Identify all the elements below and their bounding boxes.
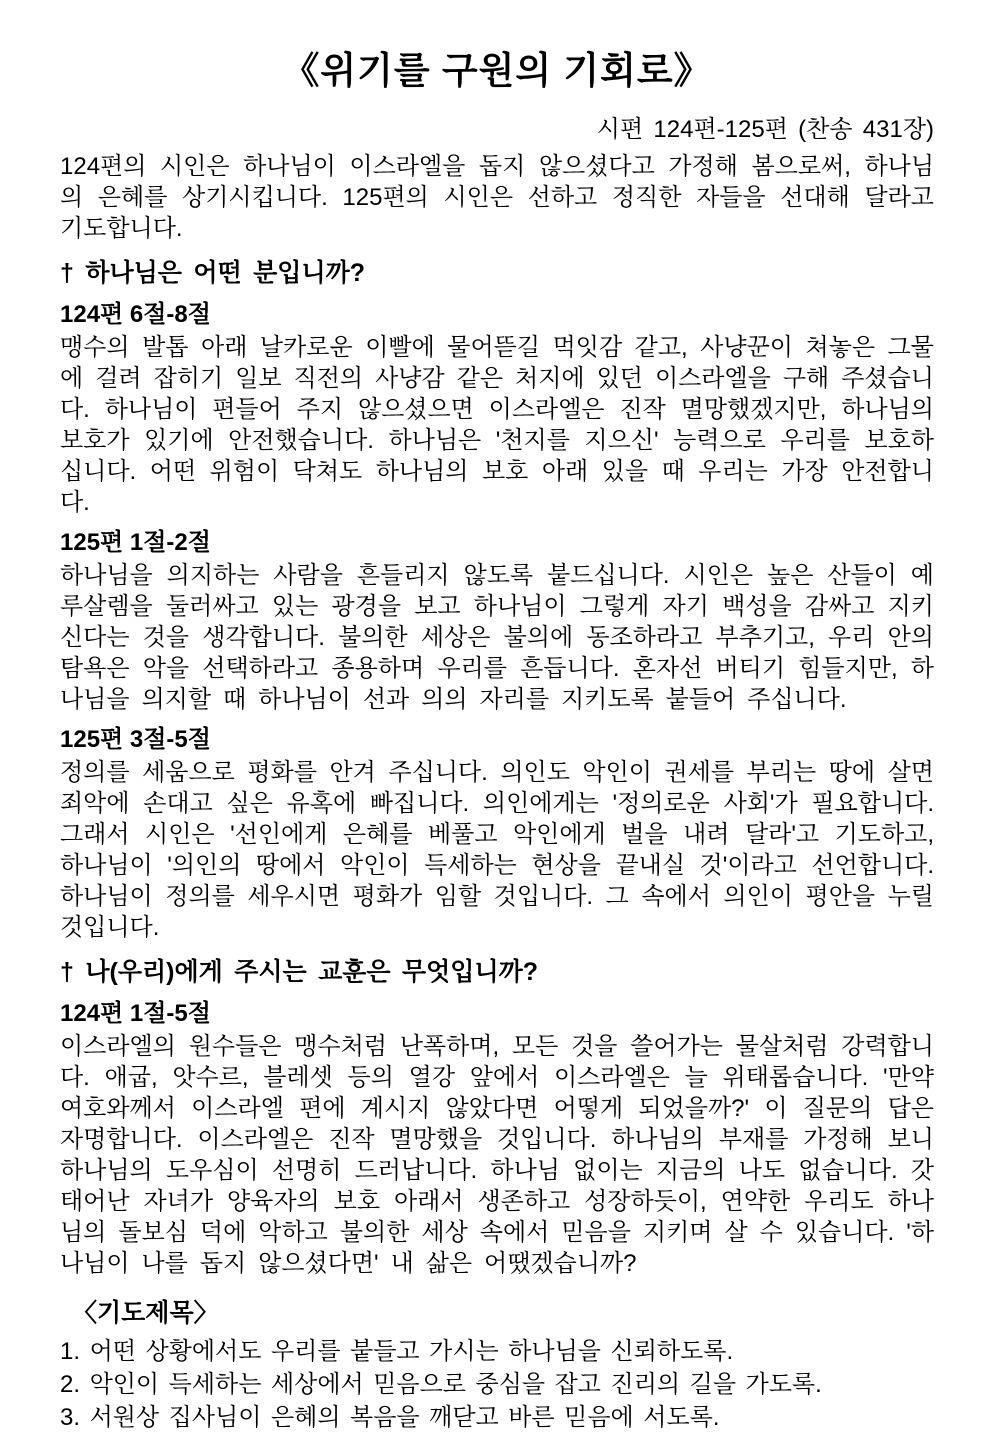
page-title: 《위기를 구원의 기회로》: [282, 50, 712, 91]
passage-subheading-124-6-8: 124편 6절-8절: [60, 301, 211, 328]
prayer-item-2: 2. 악인이 득세하는 세상에서 믿음으로 중심을 잡고 진리의 길을 가도록.: [60, 1371, 822, 1398]
scripture-reference: 시편 124편-125편 (찬송 431장): [596, 116, 934, 143]
passage-subheading-124-1-5: 124편 1절-5절: [60, 1000, 211, 1027]
passage-body-124-1-5: 이스라엘의 원수들은 맹수처럼 난폭하며, 모든 것을 쓸어가는 물살처럼 강력합니다. 애굽, 앗수르, 블레셋 등의 열강 앞에서 이스라엘은 늘 위태롭습니다. '만약 여호와께서 이스라엘 편에 계시지 않았다면 어떻게 되었을까?' 이 질문의 답은 자명합니다. 이스라엘은 진작 멸망했을 것입니다. 하나님의 부재를 가정해 보니 하나님의 도우심이 선명히 드러납니다. 하나님 없이는 지금의 나도 없습니다. 갓 태어난 자녀가 양육자의 보호 아래서 생존하고 성장하듯이, 연약한 우리도 하나님의 돌보심 덕에 악하고 불의한 세상 속에서 믿음을 지키며 살 수 있습니다. '하나님이 나를 돕지 않으셨다면' 내 삶은 어땠겠습니까?: [60, 1033, 934, 1277]
passage-body-125-3-5: 정의를 세움으로 평화를 안겨 주십니다. 의인도 악인이 권세를 부리는 땅에 살면 죄악에 손대고 싶은 유혹에 빠집니다. 의인에게는 '정의로운 사회'가 필요합니다. 그래서 시인은 '선인에게 은혜를 베풀고 악인에게 벌을 내려 달라'고 기도하고, 하나님이 '의인의 땅에서 악인이 득세하는 현상을 끝내실 것'이라고 선언합니다. 하나님이 정의를 세우시면 평화가 임할 것입니다. 그 속에서 의인이 평안을 누릴 것입니다.: [60, 759, 934, 941]
intro-paragraph: 124편의 시인은 하나님이 이스라엘을 돕지 않으셨다고 가정해 봄으로써, 하나님의 은혜를 상기시킵니다. 125편의 시인은 선하고 정직한 자들을 선대해 달라고 기도합니다.: [60, 153, 934, 242]
passage-subheading-125-1-2: 125편 1절-2절: [60, 529, 211, 556]
prayer-topics-heading: 〈기도제목〉: [72, 1299, 219, 1327]
passage-body-125-1-2: 하나님을 의지하는 사람을 흔들리지 않도록 붙드십니다. 시인은 높은 산들이 예루살렘을 둘러싸고 있는 광경을 보고 하나님이 그렇게 자기 백성을 감싸고 지키신다는 것을 생각합니다. 불의한 세상은 불의에 동조하라고 부추기고, 우리 안의 탐욕은 악을 선택하라고 종용하며 우리를 흔듭니다. 혼자선 버티기 힘들지만, 하나님을 의지할 때 하나님이 선과 의의 자리를 지키도록 붙들어 주십니다.: [60, 562, 934, 713]
prayer-item-1: 1. 어떤 상황에서도 우리를 붙들고 가시는 하나님을 신뢰하도록.: [60, 1338, 734, 1365]
passage-body-124-6-8: 맹수의 발톱 아래 날카로운 이빨에 물어뜯길 먹잇감 같고, 사냥꾼이 쳐놓은 그물에 걸려 잡히기 일보 직전의 사냥감 같은 처지에 있던 이스라엘을 구해 주셨습니다. 하나님이 편들어 주지 않으셨으면 이스라엘은 진작 멸망했겠지만, 하나님의 보호가 있기에 안전했습니다. 하나님은 '천지를 지으신' 능력으로 우리를 보호하십니다. 어떤 위험이 닥쳐도 하나님의 보호 아래 있을 때 우리는 가장 안전합니다.: [60, 334, 934, 516]
section-heading-lesson: † 나(우리)에게 주시는 교훈은 무엇입니까?: [60, 958, 539, 986]
section-heading-god: † 하나님은 어떤 분입니까?: [60, 259, 366, 287]
passage-subheading-125-3-5: 125편 3절-5절: [60, 726, 211, 753]
prayer-item-3: 3. 서원상 집사님이 은혜의 복음을 깨닫고 바른 믿음에 서도록.: [60, 1404, 720, 1431]
